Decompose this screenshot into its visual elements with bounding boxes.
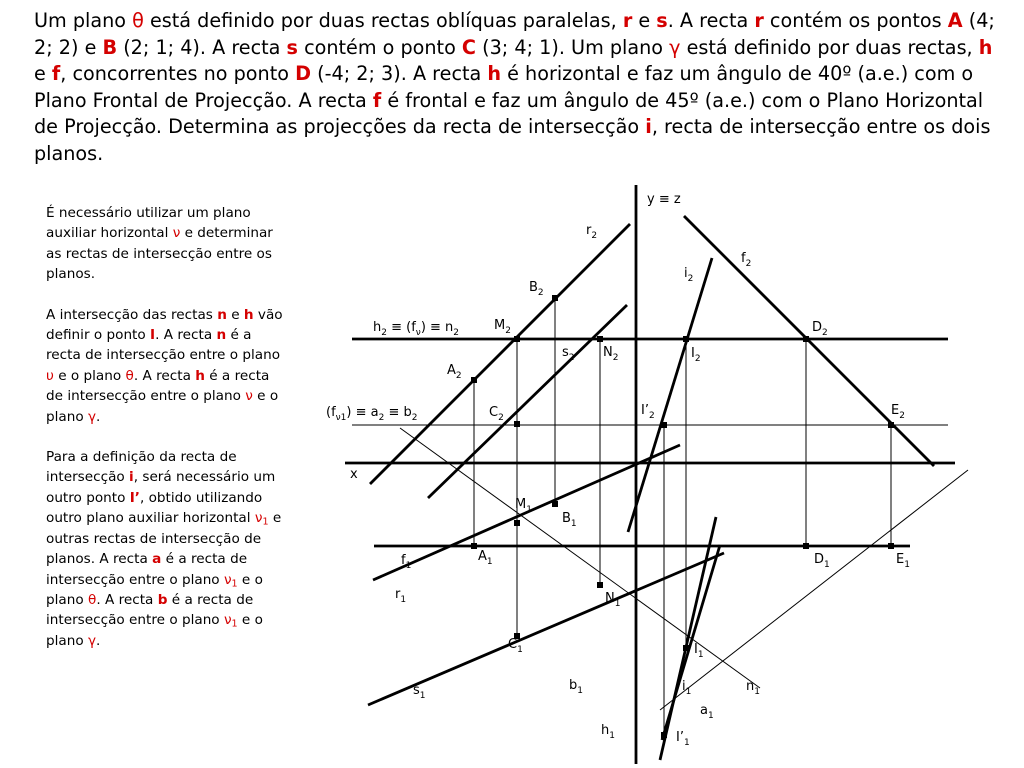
label-c2: $C_2$ — [489, 405, 504, 423]
label-h2-line: $h_2 \equiv (f_\nu) \equiv n_2$ — [373, 320, 460, 338]
label-f1: $f_1$ — [401, 553, 412, 571]
highlighted-term: s — [656, 9, 668, 32]
label-m2: $M_2$ — [494, 318, 511, 336]
highlighted-term: γ — [88, 408, 97, 425]
line-i1 — [660, 517, 716, 760]
note-paragraph-3: Para a definição da recta de intersecção i, será necessário um outro ponto I’, obtido utilizando outro plano auxiliar horizontal $\nu_1$ e outras rectas de intersecção de planos. A recta a é a recta de intersecção entre o plano $\nu_1$ e o plano θ. A recta b é a recta de intersecção entre o plano $\nu_1$ e o plano γ. — [46, 449, 282, 649]
highlighted-term: h — [243, 306, 254, 323]
highlighted-term: γ — [88, 632, 97, 649]
point-ip1 — [661, 732, 667, 738]
point-m1 — [514, 520, 520, 526]
highlighted-term: f — [51, 62, 61, 86]
highlighted-term: θ — [132, 9, 144, 32]
label-ip2: $I’_2$ — [641, 403, 655, 421]
highlighted-term: i — [129, 469, 134, 486]
label-e2: $E_2$ — [891, 403, 905, 421]
label-n2: $N_2$ — [603, 345, 619, 363]
highlighted-term: f — [372, 88, 382, 112]
highlighted-term: 1 — [231, 577, 238, 589]
point-a2 — [471, 377, 477, 383]
point-b2 — [552, 295, 558, 301]
point-b1 — [552, 501, 558, 507]
construction-lines — [352, 298, 968, 735]
highlighted-term: υ — [46, 367, 54, 384]
highlighted-term: h — [487, 62, 502, 86]
label-n1-line: $n_1$ — [746, 679, 760, 697]
main-lines — [345, 185, 955, 764]
highlighted-term: ν — [254, 510, 263, 527]
label-r2: $r_2$ — [586, 223, 598, 241]
point-c2 — [514, 421, 520, 427]
label-a1-line: $a_1$ — [700, 703, 714, 721]
label-f2: $f_2$ — [741, 251, 752, 269]
highlighted-term: i — [645, 115, 652, 139]
label-d2: $D_2$ — [812, 320, 828, 338]
label-s2: $s_2$ — [562, 345, 575, 363]
label-x: x — [350, 467, 358, 482]
point-labels — [326, 192, 910, 748]
highlighted-term: ν — [223, 571, 232, 588]
label-b2: $B_2$ — [529, 280, 544, 298]
label-d1: $D_1$ — [814, 552, 830, 570]
label-i1-line: $i_1$ — [682, 679, 692, 697]
highlighted-term: C — [461, 35, 477, 59]
line-i2 — [628, 258, 712, 532]
highlighted-term: ν — [172, 225, 181, 242]
highlighted-term: h — [978, 35, 993, 59]
highlighted-term: h — [195, 367, 205, 384]
highlighted-term: D — [295, 62, 311, 86]
label-n1: $N_1$ — [605, 591, 621, 609]
label-fv1-line: $(f_{\nu 1}) \equiv a_2 \equiv b_2$ — [326, 405, 418, 423]
highlighted-term: b — [157, 591, 168, 608]
label-s1: $s_1$ — [413, 683, 426, 701]
point-d1 — [803, 543, 809, 549]
label-i2-point: $I_2$ — [691, 346, 701, 364]
label-r1: $r_1$ — [395, 587, 407, 605]
point-n1 — [597, 582, 603, 588]
point-m2 — [514, 336, 520, 342]
highlighted-term: n — [216, 327, 227, 344]
point-n2 — [597, 336, 603, 342]
highlighted-term: θ — [125, 367, 134, 384]
point-a1 — [471, 543, 477, 549]
note-paragraph-1: É necessário utilizar um plano auxiliar horizontal ν e determinar as rectas de intersecção entre os planos. — [46, 205, 273, 283]
label-yz: y ≡ z — [647, 192, 681, 207]
highlighted-term: B — [102, 35, 118, 59]
label-i2: $i_2$ — [684, 266, 694, 284]
label-b1: $B_1$ — [562, 511, 577, 529]
label-i1-point: $I_1$ — [694, 642, 704, 660]
label-c1: $C_1$ — [508, 637, 523, 655]
point-i2 — [683, 336, 689, 342]
problem-statement: Um plano θ está definido por duas rectas oblíquas paralelas, r e s. A recta r contém os pontos A (4; 2; 2) e B (2; 1; 4). A recta s contém o ponto C (3; 4; 1). Um plano γ está definido por duas rectas, h e f, concorrentes no ponto D (-4; 2; 3). A recta h é horizontal e faz um ângulo de 40º (a.e.) com o Plano Frontal de Projecção. A recta f é frontal e faz um ângulo de 45º (a.e.) com o Plano Horizontal de Projecção. Determina as projecções da recta de intersecção i, recta de intersecção entre os dois planos. — [34, 9, 995, 165]
highlighted-term: I — [150, 327, 156, 344]
highlighted-term: r — [622, 9, 633, 32]
highlighted-term: n — [217, 306, 227, 323]
point-e2 — [888, 422, 894, 428]
label-e1: $E_1$ — [896, 552, 910, 570]
highlighted-term: A — [947, 9, 963, 32]
highlighted-term: γ — [669, 35, 681, 59]
highlighted-term: I’ — [129, 489, 140, 506]
highlighted-term: 1 — [262, 516, 269, 528]
highlighted-term: s — [286, 35, 298, 59]
note-paragraph-2: A intersecção das rectas n e h vão definir o ponto I. A recta n é a recta de intersecção entre o plano υ e o plano θ. A recta h é a recta de intersecção entre o plano ν e o plano γ. — [46, 306, 283, 425]
highlighted-term: 1 — [231, 618, 238, 630]
label-b1-line: $b_1$ — [569, 678, 583, 696]
highlighted-term: ν — [223, 612, 232, 629]
line-r2 — [370, 224, 630, 484]
label-h1: $h_1$ — [601, 723, 615, 741]
point-d2 — [803, 336, 809, 342]
point-i1 — [683, 645, 689, 651]
label-ip1: $I’_1$ — [676, 730, 690, 748]
label-a1: $A_1$ — [478, 549, 493, 567]
label-m1: $M_1$ — [515, 497, 532, 515]
label-a2: $A_2$ — [447, 363, 462, 381]
point-ip2 — [661, 422, 667, 428]
highlighted-term: ν — [245, 388, 253, 405]
point-e1 — [888, 543, 894, 549]
highlighted-term: θ — [88, 591, 97, 608]
highlighted-term: r — [754, 9, 764, 32]
highlighted-term: a — [152, 551, 162, 568]
line-s1 — [368, 553, 724, 705]
